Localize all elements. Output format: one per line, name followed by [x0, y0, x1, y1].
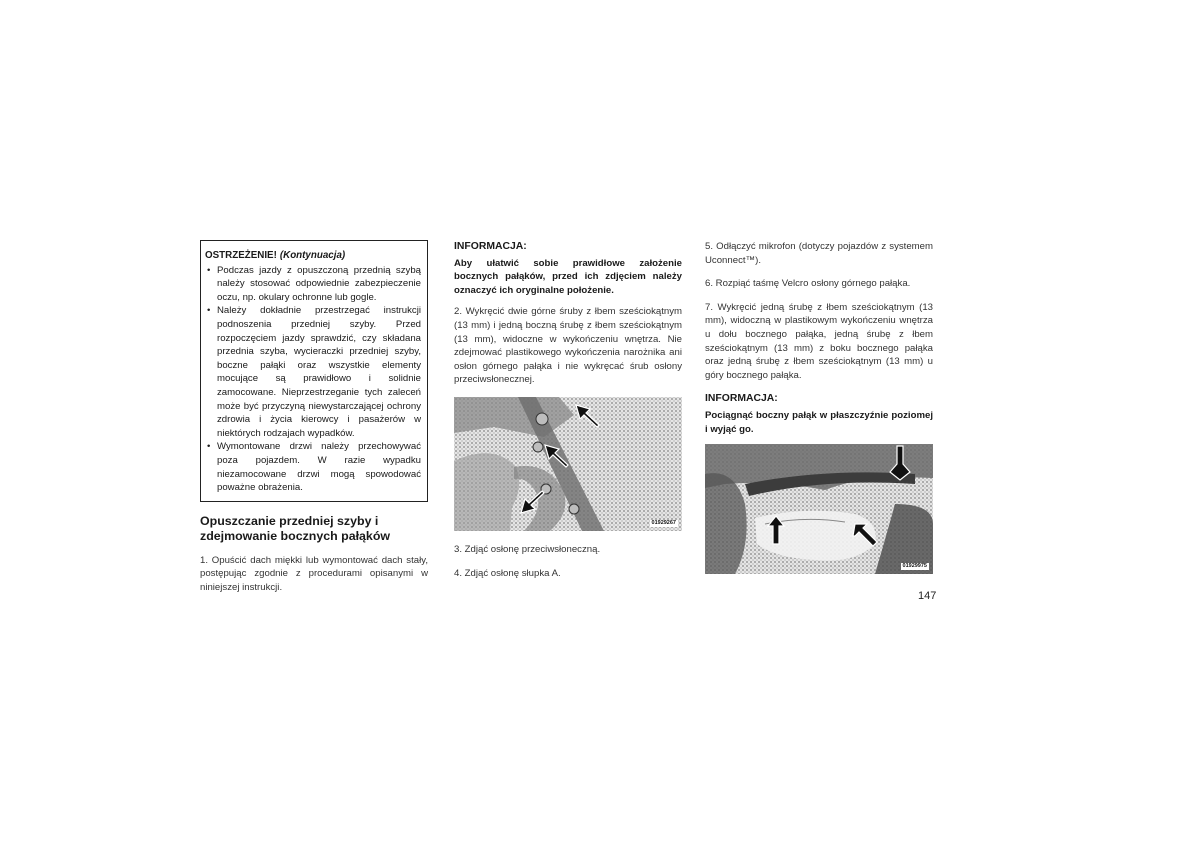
page-number: 147 [918, 590, 937, 602]
figure-bolts [454, 397, 682, 531]
step-4: 4. Zdjąć osłonę słupka A. [454, 567, 561, 579]
figure-code: 01929975 [902, 563, 927, 570]
warning-label: OSTRZEŻENIE! [205, 250, 277, 261]
warning-box [200, 240, 428, 502]
warning-item: • Wymontowane drzwi należy przechowywać poza pojazdem. W razie wypadku niezamocowane drzwi mogą spowodować poważne obrażenia. [205, 440, 421, 494]
warning-list [205, 264, 421, 495]
step-5: 5. Odłączyć mikrofon (dotyczy pojazdów z systemem Uconnect™). [705, 241, 933, 266]
info-text: Aby ułatwić sobie prawidłowe założenie bocznych pałąków, przed ich zdjęciem należy oznaczyć ich oryginalne położenie. [454, 257, 682, 296]
warning-continued: (Kontynuacja) [279, 250, 346, 261]
info-heading: INFORMACJA: [705, 393, 778, 405]
arrows-pointing-to-side-bar-icon [705, 444, 933, 574]
step-1: 1. Opuścić dach miękki lub wymontować dach stały, postępując zgodnie z procedurami opisanymi w niniejszej instrukcji. [200, 554, 428, 593]
figure-side-bar [705, 444, 933, 574]
warning-title [205, 249, 421, 263]
step-2: 2. Wykręcić dwie górne śruby z łbem sześciokątnym (13 mm) i jedną boczną śrubę z łbem sześciokątnym (13 mm), widoczne w wykończeniu wnętrza. Nie zdejmować plastikowego wykończenia narożnika ani osłon górnego pałąka i nie wykręcać śrub osłony przeciwsłonecznej. [454, 306, 682, 386]
column-middle [454, 240, 682, 590]
step-7: 7. Wykręcić jedną śrubę z łbem sześciokątnym (13 mm), widoczną w plastikowym wykończeniu wnętrza u dołu bocznego pałąka, jedną śrubę z łbem sześciokątnym (13 mm) z boku bocznego pałąka oraz jedną śrubę z łbem sześciokątnym (13 mm) u góry bocznego pałąka. [705, 301, 933, 381]
arrows-pointing-to-bolts-icon [454, 397, 682, 531]
figure-code: 01929267 [651, 519, 676, 526]
step-6: 6. Rozpiąć taśmę Velcro osłony górnego pałąka. [705, 278, 911, 290]
warning-item: • Należy dokładnie przestrzegać instrukcji podnoszenia przedniej szyby. Przed rozpoczęciem jazdy sprawdzić, czy składana przednia szyba, wycieraczki przedniej szyby, boczne pałąki oraz wszystkie elementy mocujące są prawidłowo i solidnie zamocowane. Nieprzestrzeganie tych zaleceń może być przyczyną niewystarczającej ochrony zdrowia i życia kierowcy i pasażerów w niektórych rodzajach wypadków. [205, 304, 421, 440]
info-text: Pociągnąć boczny pałąk w płaszczyźnie poziomej i wyjąć go. [705, 409, 933, 435]
step-3: 3. Zdjąć osłonę przeciwsłoneczną. [454, 543, 601, 555]
section-heading: Opuszczanie przedniej szyby i zdejmowanie bocznych pałąków [200, 513, 391, 543]
column-left [200, 240, 428, 604]
warning-item: • Podczas jazdy z opuszczoną przednią szybą należy stosować odpowiednie zabezpieczenie oczu, np. okulary ochronne lub gogle. [205, 264, 421, 305]
info-heading: INFORMACJA: [454, 241, 527, 252]
column-right [705, 240, 933, 586]
